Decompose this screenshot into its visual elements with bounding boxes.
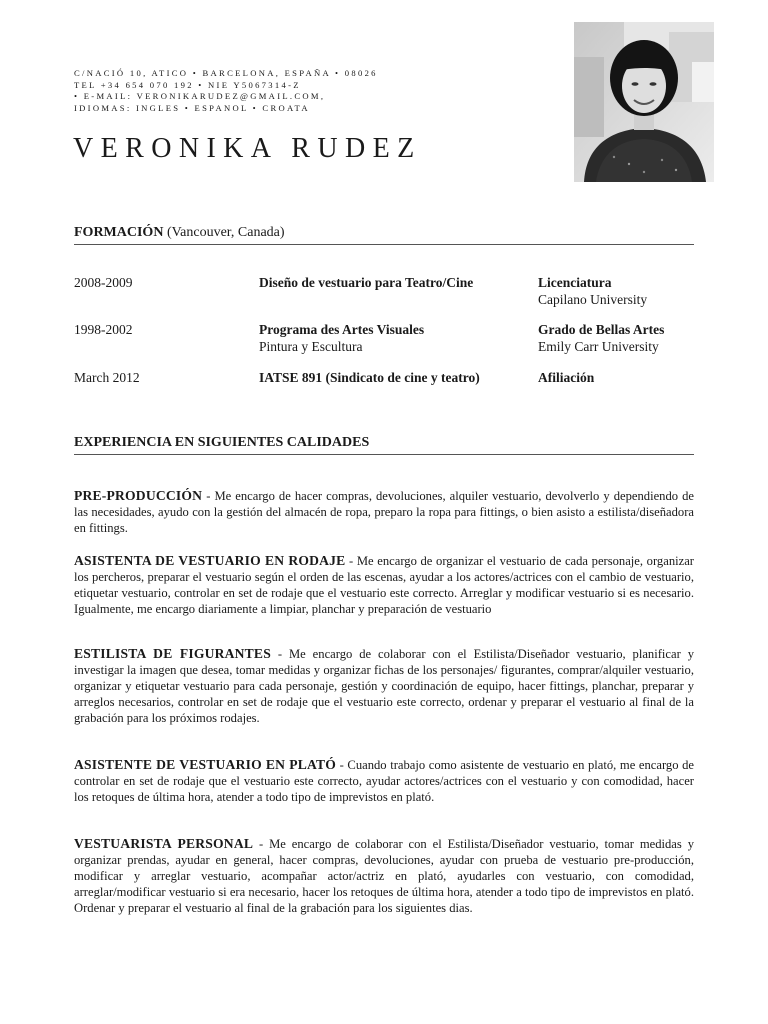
experience-item [74, 757, 694, 805]
education-years: 1998-2002 [74, 322, 133, 337]
experiencia-title: EXPERIENCIA EN SIGUIENTES CALIDADES [74, 435, 370, 450]
experience-text: - Cuando trabajo como asistente de vestuario en plató, me encargo de controlar en set de rodaje que el vestuario este correcto, ayudar actores/actrices con el vestuario y con comodidad, hacer los retoques de última hora, atender a todo tipo de imprevistos en plató. [74, 758, 694, 804]
experience-heading: PRE-PRODUCCIÓN [74, 488, 203, 503]
education-degree: Afiliación [538, 370, 595, 385]
person-name: VERONIKA RUDEZ [73, 133, 422, 164]
formacion-subtitle: (Vancouver, Canada) [166, 225, 285, 240]
experience-heading: VESTUARISTA PERSONAL [74, 836, 254, 851]
education-program: Diseño de vestuario para Teatro/Cine [259, 275, 474, 290]
education-school: Emily Carr University [538, 339, 659, 354]
education-program: Programa des Artes Visuales [259, 322, 425, 337]
education-years: March 2012 [74, 370, 140, 385]
experience-item [74, 646, 694, 726]
contact-phone: TEL +34 654 070 192 • NIE Y5067314-Z [74, 79, 301, 90]
portrait-photo [574, 22, 714, 182]
experience-text: - Me encargo de colaborar con el Estilista/Diseñador vestuario, tomar medidas y organizar prendas, ayudar en general, hacer compras, devoluciones, ayudar con prueba de vestuario pre-producción, modificar y arreglar vestuario, acompañar actor/actriz en plató, ayudarles con vestuario, con comodidad, arreglar/modificar vestuario si era necesario, hacer los retoques de última hora, atender a todo tipo de imprevistos en plató. Ordenar y preparar el vestuario al final de la grabación para los siguientes dias. [74, 837, 694, 915]
experience-heading: ASISTENTA DE VESTUARIO EN RODAJE [74, 553, 346, 568]
experience-text: - Me encargo de hacer compras, devoluciones, alquiler vestuario, devolverlo y dependiendo de las necesidades, ayudo con la gestión del almacén de ropa, preparo la ropa para fittings, o bien asisto a estilista/diseñadora en fittings. [74, 489, 694, 535]
education-program-sub: Pintura y Escultura [259, 339, 363, 354]
education-program: IATSE 891 (Sindicato de cine y teatro) [259, 370, 480, 385]
education-degree: Licenciatura [538, 275, 612, 290]
experience-item [74, 836, 694, 916]
contact-address: C/NACIÓ 10, ATICO • BARCELONA, ESPAÑA • 08026 [74, 68, 378, 78]
experience-item [74, 553, 694, 617]
formacion-heading [74, 225, 694, 245]
experience-heading: ASISTENTE DE VESTUARIO EN PLATÓ [74, 757, 337, 772]
education-years: 2008-2009 [74, 275, 133, 290]
formacion-title: FORMACIÓN [74, 225, 164, 240]
experience-text: - Me encargo de colaborar con el Estilista/Diseñador vestuario, planificar y investigar la imagen que desea, tomar medidas y organizar fichas de los personajes/ figurantes, comprar/alquiler vestuario, organizar y etiquetar vestuario para cada personaje, gestión y coordinación de equipo, hacer fittings, planchar, preparar y arreglos necesarios, controlar en set de rodaje que el vestuario este correcto, ordenar y preparar el vestuario al final de la grabación para los próximos rodajes. [74, 647, 695, 725]
education-degree: Grado de Bellas Artes [538, 322, 665, 337]
contact-info [74, 68, 574, 114]
experience-heading: ESTILISTA DE FIGURANTES [74, 646, 271, 661]
contact-email: • E-MAIL: VERONIKARUDEZ@GMAIL.COM, [74, 91, 326, 101]
experience-item [74, 488, 694, 536]
experience-text: - Me encargo de organizar el vestuario de cada personaje, organizar los percheros, preparar el vestuario según el orden de las escenas, ayudar a los actores/actrices con el cambio de vestuario, etiquetar vestuario, controlar en set de rodaje que el vestuario este correcto. Arreglar y modificar vestuario si es necesario. Igualmente, me encargo diariamente a limpiar, planchar y preparación de vestuario [74, 554, 694, 616]
education-school: Capilano University [538, 292, 648, 307]
contact-languages: IDIOMAS: INGLES • ESPANOL • CROATA [74, 102, 310, 113]
experiencia-heading [74, 435, 694, 455]
